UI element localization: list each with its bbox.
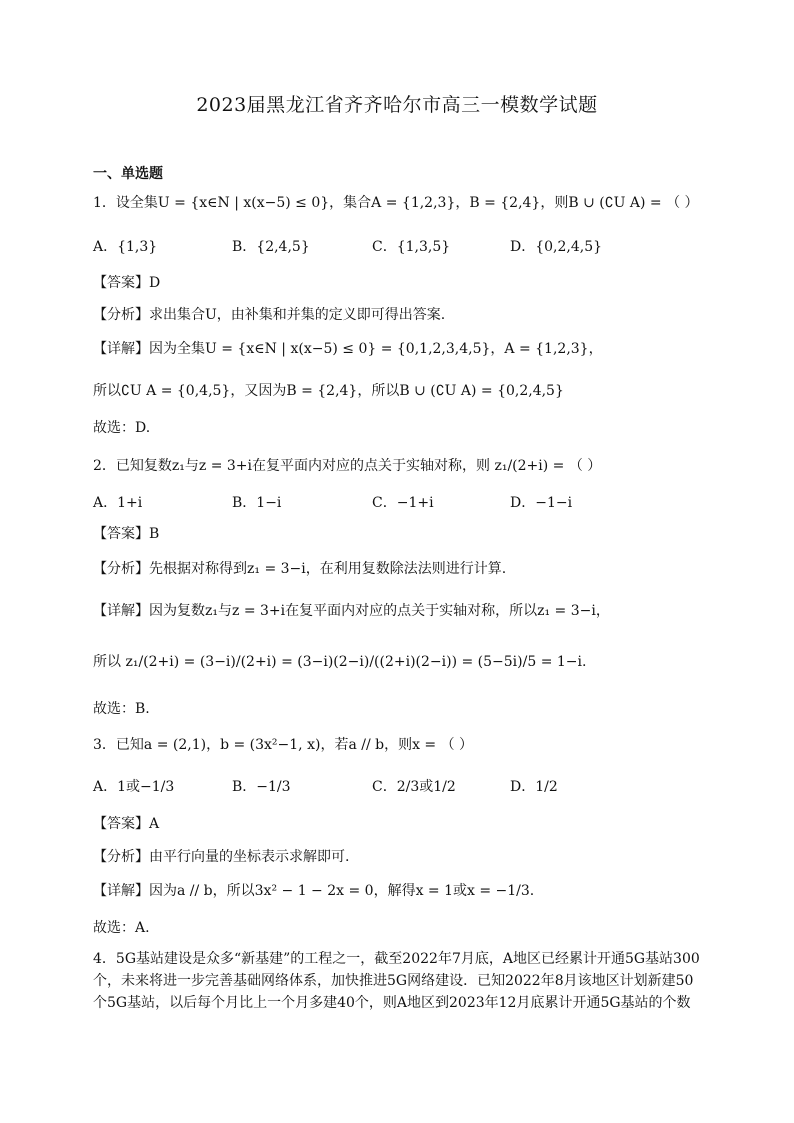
q3-analysis: 【分析】由平行向量的坐标表示求解即可. [93, 849, 350, 865]
q2-analysis: 【分析】先根据对称得到z₁ = 3−i，在利用复数除法法则进行计算. [93, 561, 507, 577]
q2-detail-line-2: 所以 z₁/(2+i) = (3−i)/(2+i) = (3−i)(2−i)/((2+i)(2−i)) = (5−5i)/5 = 1−i. [93, 654, 587, 670]
q1-option-c: C．{1,3,5} [372, 239, 451, 255]
q3-answer: 【答案】A [93, 816, 160, 832]
q1-option-a: A．{1,3} [93, 239, 158, 255]
q3-option-c: C．2/3或1/2 [372, 779, 456, 795]
q2-option-c: C．−1+i [372, 495, 434, 511]
q4-stem: 4．5G基站建设是众多“新基建”的工程之一，截至2022年7月底，A地区已经累计开通5G基站300个，未来将进一步完善基础网络体系，加快推进5G网络建设．已知2022年8月该地区计划新建50个5G基站，以后每个月比上一个月多建40个，则A地区到2023年12月底累计开通5G基站的个数 [93, 951, 700, 1011]
q1-detail-line-2: 所以∁U A = {0,4,5}，又因为B = {2,4}，所以B ∪ (∁U A) = {0,2,4,5} [93, 383, 564, 399]
q1-detail-line-1: 【详解】因为全集U = {x∈N | x(x−5) ≤ 0} = {0,1,2,3,4,5}，A = {1,2,3}， [93, 341, 603, 357]
q2-option-d: D．−1−i [510, 495, 573, 511]
q2-option-b: B．1−i [232, 495, 282, 511]
q2-option-a: A．1+i [93, 495, 143, 511]
q2-choice: 故选：B. [93, 701, 150, 717]
q1-option-b: B．{2,4,5} [232, 239, 310, 255]
q3-detail: 【详解】因为a // b，所以3x² − 1 − 2x = 0，解得x = 1或x = −1/3. [93, 883, 535, 899]
q2-detail-line-1: 【详解】因为复数z₁与z = 3+i在复平面内对应的点关于实轴对称，所以z₁ = 3−i， [93, 603, 610, 619]
q1-analysis: 【分析】求出集合U，由补集和并集的定义即可得出答案. [93, 307, 446, 323]
q1-answer: 【答案】D [93, 275, 161, 291]
q3-option-a: A．1或−1/3 [93, 779, 175, 795]
q2-answer: 【答案】B [93, 526, 160, 542]
q1-choice: 故选：D. [93, 420, 151, 436]
q1-stem: 1．设全集U = {x∈N | x(x−5) ≤ 0}，集合A = {1,2,3}，B = {2,4}，则B ∪ (∁U A) = （ ） [93, 195, 699, 211]
q1-option-d: D．{0,2,4,5} [510, 239, 603, 255]
q3-stem: 3．已知a = (2,1)，b = (3x²−1, x)，若a // b，则x = （ ） [93, 737, 474, 753]
q3-option-d: D．1/2 [510, 779, 558, 795]
section-heading: 一、单选题 [93, 166, 163, 182]
q3-option-b: B．−1/3 [232, 779, 291, 795]
page-title: 2023届黑龙江省齐齐哈尔市高三一模数学试题 [196, 94, 598, 116]
q3-choice: 故选：A. [93, 920, 150, 936]
q2-stem: 2．已知复数z₁与z = 3+i在复平面内对应的点关于实轴对称，则 z₁/(2+i) = （ ） [93, 458, 602, 474]
